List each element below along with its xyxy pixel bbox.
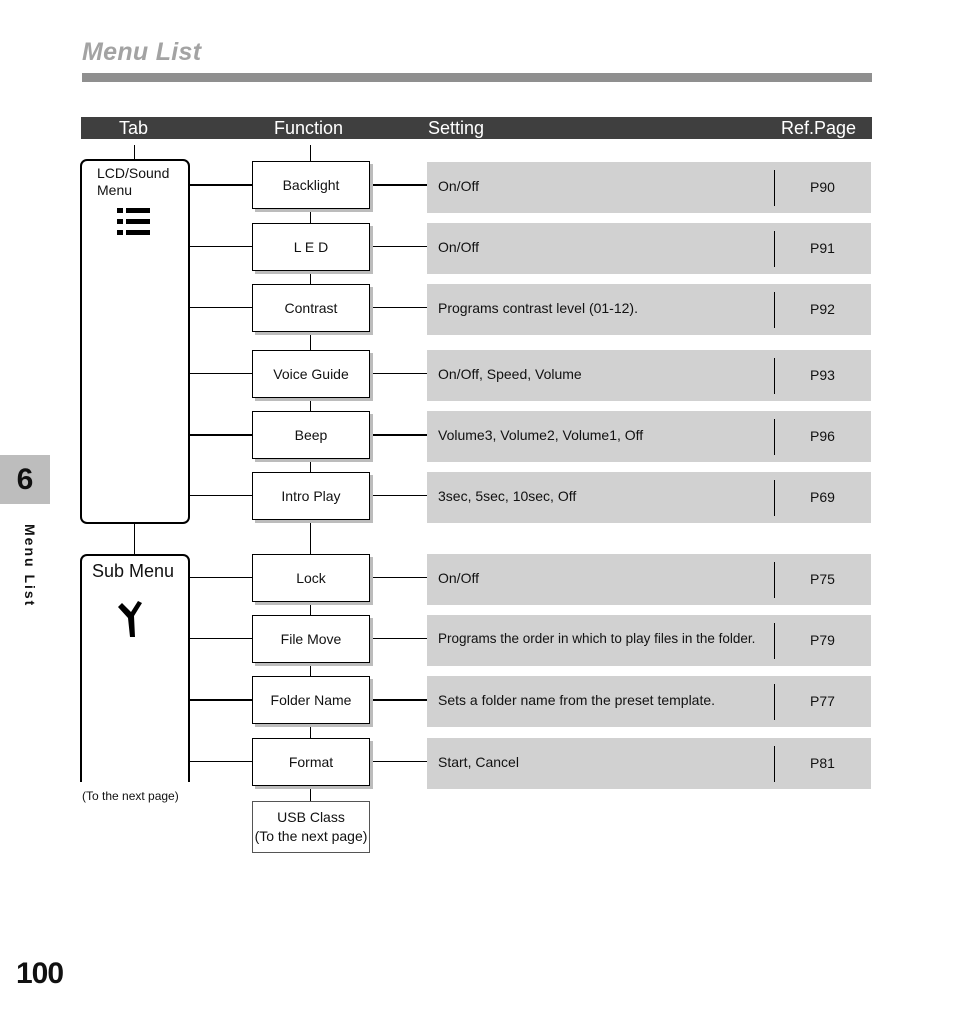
connector-line	[189, 184, 252, 186]
connector-line	[310, 397, 311, 411]
connector-line	[189, 761, 252, 762]
separator	[774, 623, 775, 659]
ref-page: P92	[810, 301, 835, 317]
setting-row-beep	[427, 411, 871, 462]
ref-page: P91	[810, 240, 835, 256]
function-box-voice-guide: Voice Guide	[252, 350, 370, 398]
connector-line	[310, 785, 311, 801]
setting-row-lock	[427, 554, 871, 605]
continue-note: (To the next page)	[82, 789, 179, 803]
setting-row-contrast	[427, 284, 871, 335]
function-box-format: Format	[252, 738, 370, 786]
setting-text: Start, Cancel	[438, 754, 519, 770]
ref-page: P77	[810, 693, 835, 709]
page-number: 100	[16, 957, 64, 990]
connector-line	[134, 523, 135, 555]
setting-row-folder-name	[427, 676, 871, 727]
usb-class-note: (To the next page)	[254, 828, 368, 844]
connector-line	[189, 699, 252, 701]
function-box-file-move: File Move	[252, 615, 370, 663]
page-title: Menu List	[82, 38, 202, 66]
setting-text: On/Off, Speed, Volume	[438, 366, 582, 382]
separator	[774, 170, 775, 206]
chapter-tab: 6	[0, 455, 50, 504]
connector-line	[370, 184, 427, 186]
setting-row-file-move	[427, 615, 871, 666]
function-box-usb-class	[252, 801, 370, 853]
setting-row-intro-play	[427, 472, 871, 523]
separator	[774, 480, 775, 516]
connector-line	[189, 373, 252, 374]
separator	[774, 562, 775, 598]
function-box-led: L E D	[252, 223, 370, 271]
setting-text: On/Off	[438, 178, 479, 194]
ref-page: P81	[810, 755, 835, 771]
function-box-intro-play: Intro Play	[252, 472, 370, 520]
connector-line	[310, 145, 311, 161]
ref-page: P75	[810, 571, 835, 587]
menu-list-icon	[117, 207, 151, 237]
side-chapter-label: Menu List	[22, 524, 38, 608]
connector-line	[310, 458, 311, 472]
connector-line	[310, 208, 311, 223]
header-tab: Tab	[119, 118, 149, 138]
setting-text: On/Off	[438, 239, 479, 255]
header-setting: Setting	[428, 118, 485, 138]
setting-text: Programs contrast level (01-12).	[438, 300, 638, 316]
connector-line	[310, 723, 311, 738]
connector-line	[370, 577, 427, 578]
connector-line	[189, 495, 252, 496]
connector-line	[310, 270, 311, 284]
separator	[774, 419, 775, 455]
ref-page: P79	[810, 632, 835, 648]
separator	[774, 746, 775, 782]
setting-text: Sets a folder name from the preset template.	[438, 692, 716, 708]
header-ref-page: Ref.Page	[781, 118, 857, 138]
ref-page: P69	[810, 489, 835, 505]
tab-sub-menu	[80, 554, 190, 782]
connector-line	[189, 577, 252, 578]
setting-row-format	[427, 738, 871, 789]
setting-row-voice-guide	[427, 350, 871, 401]
function-box-folder-name: Folder Name	[252, 676, 370, 724]
connector-line	[310, 331, 311, 350]
setting-row-backlight	[427, 162, 871, 213]
connector-line	[189, 246, 252, 247]
separator	[774, 292, 775, 328]
tab-label: LCD/Sound Menu	[97, 165, 170, 198]
connector-line	[370, 434, 427, 436]
separator	[774, 358, 775, 394]
connector-line	[310, 519, 311, 554]
setting-text: Programs the order in which to play files in the folder.	[438, 631, 756, 646]
connector-line	[370, 307, 427, 308]
setting-row-led	[427, 223, 871, 274]
function-box-backlight: Backlight	[252, 161, 370, 209]
connector-line	[370, 373, 427, 374]
usb-class-label: USB Class	[277, 809, 345, 825]
separator	[774, 231, 775, 267]
connector-line	[189, 434, 252, 436]
ref-page: P93	[810, 367, 835, 383]
ref-page: P90	[810, 179, 835, 195]
connector-line	[370, 495, 427, 496]
setting-text: 3sec, 5sec, 10sec, Off	[438, 488, 577, 504]
connector-line	[370, 638, 427, 639]
function-box-lock: Lock	[252, 554, 370, 602]
connector-line	[310, 601, 311, 615]
title-rule	[82, 73, 872, 82]
function-box-beep: Beep	[252, 411, 370, 459]
separator	[774, 684, 775, 720]
tab-label: Sub Menu	[92, 561, 175, 581]
tab-lcd-sound-menu	[80, 159, 190, 524]
connector-line	[134, 145, 135, 160]
connector-line	[370, 246, 427, 247]
ref-page: P96	[810, 428, 835, 444]
connector-line	[370, 699, 427, 701]
function-box-contrast: Contrast	[252, 284, 370, 332]
wrench-icon	[116, 599, 144, 639]
connector-line	[310, 662, 311, 676]
setting-text: Volume3, Volume2, Volume1, Off	[438, 427, 644, 443]
header-function: Function	[274, 118, 344, 138]
connector-line	[370, 761, 427, 762]
column-header-bar	[81, 117, 872, 139]
setting-text: On/Off	[438, 570, 479, 586]
connector-line	[189, 307, 252, 308]
connector-line	[189, 638, 252, 639]
